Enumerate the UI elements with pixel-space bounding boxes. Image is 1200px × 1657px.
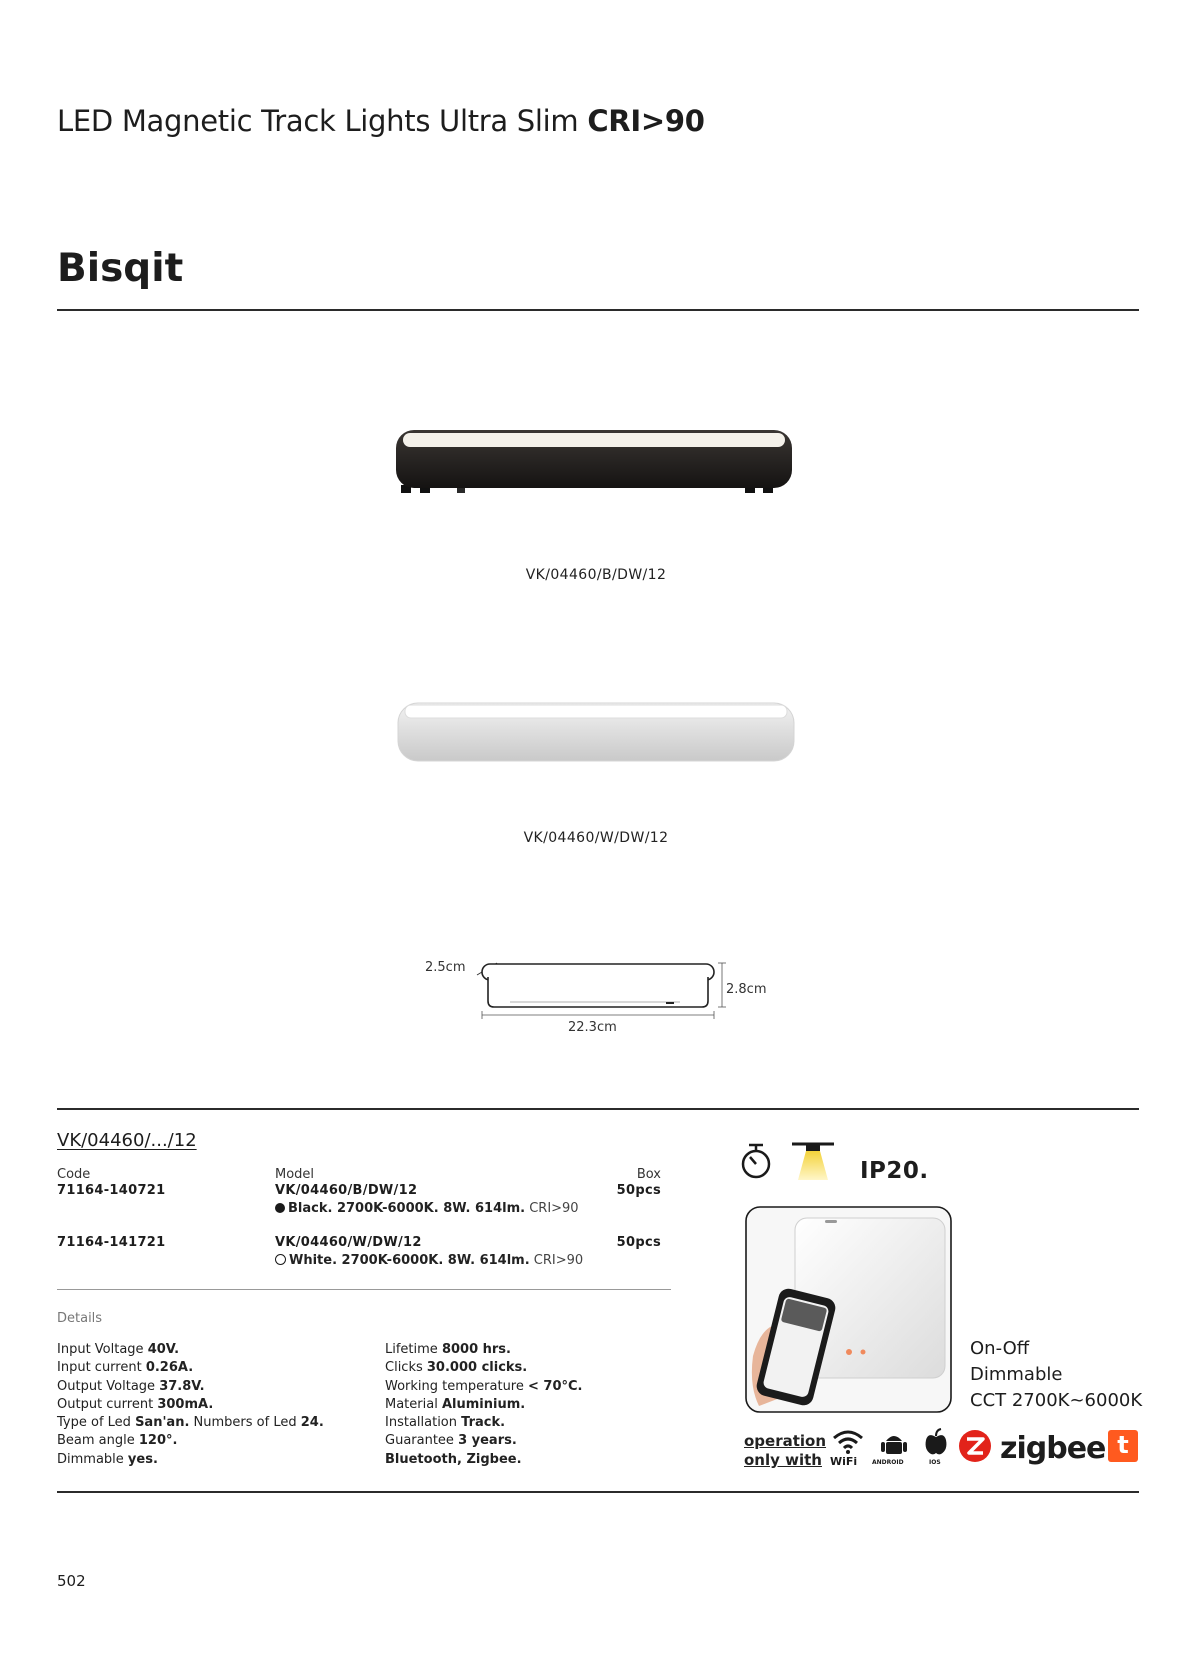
product-image-white — [397, 700, 795, 766]
white-dot-icon — [275, 1254, 286, 1265]
product-image-black — [395, 427, 797, 497]
operation-note — [744, 1432, 826, 1470]
row1-box: 50pcs — [616, 1183, 661, 1198]
row1-cri: CRI>90 — [529, 1201, 579, 1216]
product-name: Bisqit — [57, 246, 184, 291]
spec-installation: Installation Track. — [385, 1415, 506, 1431]
page-title — [57, 104, 705, 138]
tuya-logo-icon: t — [1108, 1430, 1138, 1462]
spec-dimmable: Dimmable yes. — [57, 1451, 158, 1467]
row1-description — [275, 1201, 579, 1216]
details-right-column — [385, 1341, 583, 1469]
android-label: ANDROID — [872, 1459, 904, 1466]
wifi-label: WiFi — [830, 1455, 858, 1468]
row2-model: VK/04460/W/DW/12 — [275, 1235, 422, 1250]
feature-on-off: On-Off — [970, 1338, 1030, 1359]
black-dot-icon — [275, 1203, 285, 1213]
spec-led-type: Type of Led San'an. Numbers of Led 24. — [57, 1415, 324, 1431]
bottom-rule — [57, 1491, 1139, 1493]
title-text: LED Magnetic Track Lights Ultra Slim — [57, 104, 588, 138]
row2-cri: CRI>90 — [533, 1253, 584, 1268]
timer-icon — [738, 1140, 774, 1182]
spec-connectivity: Bluetooth, Zigbee. — [385, 1451, 522, 1467]
dim-length: 22.3cm — [568, 1020, 617, 1035]
caption-white: VK/04460/W/DW/12 — [523, 830, 669, 846]
feature-list — [970, 1336, 1142, 1414]
row2-description — [275, 1253, 583, 1268]
android-icon — [881, 1430, 907, 1458]
table-divider — [57, 1289, 671, 1290]
row1-desc-text: Black. 2700K-6000K. 8W. 614lm. — [288, 1201, 526, 1216]
mid-rule — [57, 1108, 1139, 1110]
details-heading: Details — [57, 1311, 103, 1326]
spec-clicks: Clicks 30.000 clicks. — [385, 1360, 528, 1376]
dimension-drawing — [470, 955, 770, 1035]
feature-cct: CCT 2700K~6000K — [970, 1390, 1143, 1411]
spec-material: Material Aluminium. — [385, 1396, 526, 1412]
series-code: VK/04460/.../12 — [57, 1130, 197, 1151]
caption-black: VK/04460/B/DW/12 — [525, 567, 667, 583]
operation-line-2: only with — [744, 1451, 822, 1469]
ios-label: IOS — [929, 1459, 941, 1466]
dim-height: 2.8cm — [726, 982, 767, 997]
row1-model: VK/04460/B/DW/12 — [275, 1183, 418, 1198]
title-bold-cri: CRI>90 — [587, 104, 705, 138]
apple-icon — [924, 1428, 948, 1456]
header-code: Code — [57, 1167, 91, 1182]
spec-lifetime: Lifetime 8000 hrs. — [385, 1342, 511, 1357]
spec-guarantee: Guarantee 3 years. — [385, 1433, 517, 1449]
spec-working-temp: Working temperature < 70°C. — [385, 1378, 583, 1394]
details-left-column — [57, 1341, 324, 1469]
feature-dimmable: Dimmable — [970, 1364, 1063, 1385]
smart-hub-image — [745, 1206, 953, 1414]
spec-beam-angle: Beam angle 120°. — [57, 1433, 178, 1449]
row2-code: 71164-141721 — [57, 1235, 166, 1250]
row1-code: 71164-140721 — [57, 1183, 166, 1198]
spec-input-voltage: Input Voltage 40V. — [57, 1342, 180, 1357]
ip-rating: IP20. — [860, 1158, 929, 1184]
zigbee-logo-icon — [958, 1429, 992, 1463]
row2-box: 50pcs — [616, 1235, 661, 1250]
page-number: 502 — [57, 1572, 86, 1590]
wifi-icon — [831, 1430, 865, 1454]
row2-desc-text: White. 2700K-6000K. 8W. 614lm. — [289, 1253, 530, 1268]
spec-input-current: Input current 0.26A. — [57, 1360, 194, 1376]
spec-output-voltage: Output Voltage 37.8V. — [57, 1378, 205, 1394]
zigbee-wordmark: zigbee — [1000, 1431, 1106, 1466]
spec-output-current: Output current 300mA. — [57, 1396, 214, 1412]
beam-light-icon — [790, 1140, 836, 1182]
operation-line-1: operation — [744, 1432, 827, 1450]
top-rule — [57, 309, 1139, 311]
header-model: Model — [275, 1167, 315, 1182]
dim-depth: 2.5cm — [425, 960, 466, 975]
header-box: Box — [636, 1167, 661, 1182]
